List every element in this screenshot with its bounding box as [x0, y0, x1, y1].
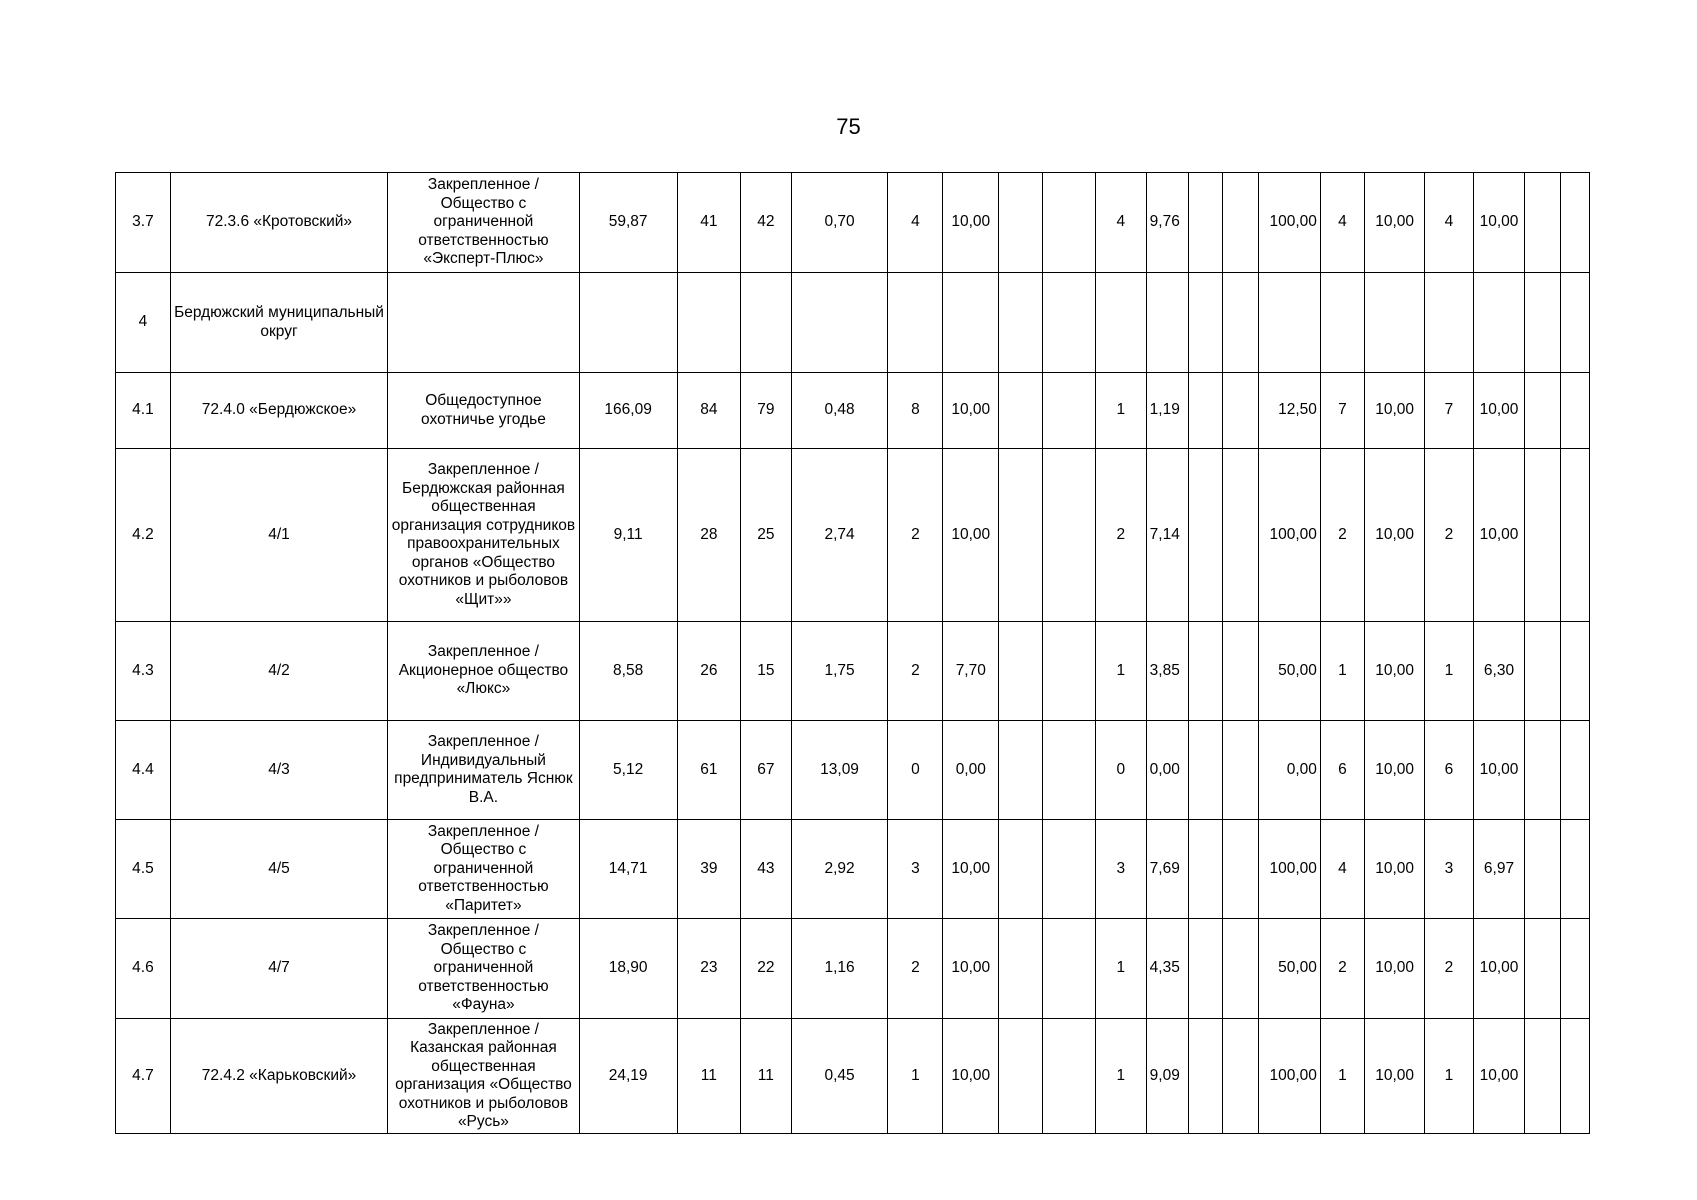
cell-count-b — [741, 273, 792, 373]
cell-blank-e — [1525, 449, 1561, 622]
cell-percent-e: 10,00 — [1473, 173, 1525, 273]
cell-blank-b — [1043, 721, 1096, 820]
cell-percent-d: 10,00 — [1365, 1019, 1425, 1134]
cell-owner-type: Закрепленное / Общество с ограниченной ответственностью «Паритет» — [388, 820, 580, 919]
cell-percent-b: 3,85 — [1146, 622, 1188, 721]
cell-blank-a — [999, 820, 1043, 919]
cell-blank-f — [1560, 1019, 1589, 1134]
cell-blank-c — [1188, 373, 1222, 449]
cell-quota-d: 6 — [1425, 721, 1473, 820]
cell-blank-f — [1560, 622, 1589, 721]
cell-area: 5,12 — [579, 721, 677, 820]
cell-blank-b — [1043, 1019, 1096, 1134]
cell-count-a: 61 — [677, 721, 740, 820]
cell-percent-c: 100,00 — [1258, 820, 1320, 919]
cell-density: 13,09 — [791, 721, 888, 820]
cell-density: 0,48 — [791, 373, 888, 449]
table-row — [116, 919, 1590, 1019]
cell-percent-e: 10,00 — [1473, 449, 1525, 622]
cell-blank-a — [999, 1019, 1043, 1134]
cell-blank-e — [1525, 820, 1561, 919]
cell-quota-a: 4 — [888, 173, 943, 273]
cell-area: 166,09 — [579, 373, 677, 449]
cell-quota-a: 0 — [888, 721, 943, 820]
cell-blank-b — [1043, 622, 1096, 721]
cell-percent-e — [1473, 273, 1525, 373]
cell-quota-d — [1425, 273, 1473, 373]
table-row — [116, 622, 1590, 721]
cell-count-b: 15 — [741, 622, 792, 721]
cell-blank-c — [1188, 449, 1222, 622]
cell-density: 0,70 — [791, 173, 888, 273]
cell-blank-a — [999, 173, 1043, 273]
cell-blank-a — [999, 449, 1043, 622]
cell-quota-c: 1 — [1320, 622, 1364, 721]
cell-quota-d: 1 — [1425, 622, 1473, 721]
cell-quota-b: 1 — [1096, 919, 1147, 1019]
cell-area — [579, 273, 677, 373]
cell-count-b: 11 — [741, 1019, 792, 1134]
cell-row-number: 4.1 — [116, 373, 171, 449]
cell-owner-type: Закрепленное / Общество с ограниченной ответственностью «Фауна» — [388, 919, 580, 1019]
cell-percent-c: 50,00 — [1258, 919, 1320, 1019]
cell-blank-c — [1188, 1019, 1222, 1134]
cell-quota-a: 2 — [888, 449, 943, 622]
cell-density: 1,16 — [791, 919, 888, 1019]
cell-quota-d: 2 — [1425, 449, 1473, 622]
cell-quota-c — [1320, 273, 1364, 373]
cell-blank-b — [1043, 820, 1096, 919]
cell-blank-c — [1188, 622, 1222, 721]
cell-blank-f — [1560, 273, 1589, 373]
cell-percent-a: 10,00 — [943, 1019, 999, 1134]
cell-hunting-ground-name: 4/7 — [170, 919, 387, 1019]
table-row — [116, 1019, 1590, 1134]
cell-density — [791, 273, 888, 373]
cell-blank-a — [999, 373, 1043, 449]
cell-quota-d: 3 — [1425, 820, 1473, 919]
cell-percent-c — [1258, 273, 1320, 373]
cell-percent-b — [1146, 273, 1188, 373]
cell-percent-d: 10,00 — [1365, 721, 1425, 820]
cell-blank-b — [1043, 273, 1096, 373]
cell-percent-b: 7,69 — [1146, 820, 1188, 919]
page-number: 75 — [836, 114, 861, 139]
cell-blank-e — [1525, 919, 1561, 1019]
cell-percent-b: 7,14 — [1146, 449, 1188, 622]
cell-blank-d — [1223, 721, 1259, 820]
cell-percent-d: 10,00 — [1365, 919, 1425, 1019]
cell-blank-d — [1223, 173, 1259, 273]
cell-blank-f — [1560, 373, 1589, 449]
cell-percent-e: 10,00 — [1473, 1019, 1525, 1134]
cell-blank-d — [1223, 273, 1259, 373]
cell-percent-c: 12,50 — [1258, 373, 1320, 449]
cell-blank-e — [1525, 721, 1561, 820]
cell-blank-e — [1525, 273, 1561, 373]
cell-percent-d — [1365, 273, 1425, 373]
cell-owner-type: Закрепленное / Акционерное общество «Люкс» — [388, 622, 580, 721]
cell-percent-b: 9,76 — [1146, 173, 1188, 273]
cell-percent-a: 10,00 — [943, 919, 999, 1019]
cell-hunting-ground-name: 4/2 — [170, 622, 387, 721]
cell-count-b: 22 — [741, 919, 792, 1019]
cell-blank-b — [1043, 173, 1096, 273]
cell-percent-c: 50,00 — [1258, 622, 1320, 721]
cell-quota-b: 3 — [1096, 820, 1147, 919]
cell-percent-a: 7,70 — [943, 622, 999, 721]
cell-owner-type: Закрепленное / Бердюжская районная общественная организация сотрудников правоохранительных органов «Общество охотников и рыболовов «Щит»» — [388, 449, 580, 622]
cell-area: 9,11 — [579, 449, 677, 622]
cell-blank-e — [1525, 622, 1561, 721]
cell-blank-d — [1223, 449, 1259, 622]
cell-blank-d — [1223, 373, 1259, 449]
cell-quota-c: 4 — [1320, 173, 1364, 273]
cell-owner-type: Закрепленное / Казанская районная общественная организация «Общество охотников и рыболовов «Русь» — [388, 1019, 580, 1134]
cell-percent-a: 10,00 — [943, 373, 999, 449]
cell-quota-d: 2 — [1425, 919, 1473, 1019]
cell-count-b: 25 — [741, 449, 792, 622]
cell-blank-c — [1188, 820, 1222, 919]
cell-count-a: 41 — [677, 173, 740, 273]
cell-percent-c: 0,00 — [1258, 721, 1320, 820]
cell-blank-f — [1560, 919, 1589, 1019]
cell-count-a: 84 — [677, 373, 740, 449]
cell-hunting-ground-name: 4/1 — [170, 449, 387, 622]
cell-count-b: 67 — [741, 721, 792, 820]
cell-row-number: 4.6 — [116, 919, 171, 1019]
cell-blank-a — [999, 622, 1043, 721]
cell-quota-d: 7 — [1425, 373, 1473, 449]
cell-row-number: 4.5 — [116, 820, 171, 919]
cell-count-a: 28 — [677, 449, 740, 622]
cell-blank-d — [1223, 1019, 1259, 1134]
cell-quota-b — [1096, 273, 1147, 373]
cell-percent-c: 100,00 — [1258, 173, 1320, 273]
cell-percent-e: 6,30 — [1473, 622, 1525, 721]
cell-owner-type — [388, 273, 580, 373]
cell-quota-a: 2 — [888, 622, 943, 721]
cell-blank-a — [999, 919, 1043, 1019]
cell-percent-a: 10,00 — [943, 820, 999, 919]
cell-percent-b: 0,00 — [1146, 721, 1188, 820]
cell-row-number: 4.3 — [116, 622, 171, 721]
cell-quota-b: 1 — [1096, 1019, 1147, 1134]
cell-percent-d: 10,00 — [1365, 173, 1425, 273]
cell-percent-a: 10,00 — [943, 449, 999, 622]
cell-quota-a: 3 — [888, 820, 943, 919]
cell-percent-a: 0,00 — [943, 721, 999, 820]
cell-row-number: 3.7 — [116, 173, 171, 273]
cell-quota-a — [888, 273, 943, 373]
cell-percent-d: 10,00 — [1365, 449, 1425, 622]
cell-blank-e — [1525, 373, 1561, 449]
cell-blank-c — [1188, 721, 1222, 820]
cell-quota-b: 2 — [1096, 449, 1147, 622]
cell-quota-b: 1 — [1096, 373, 1147, 449]
cell-quota-b: 0 — [1096, 721, 1147, 820]
cell-blank-a — [999, 721, 1043, 820]
table-row — [116, 273, 1590, 373]
cell-quota-c: 7 — [1320, 373, 1364, 449]
cell-percent-e: 10,00 — [1473, 721, 1525, 820]
cell-quota-c: 2 — [1320, 919, 1364, 1019]
cell-blank-d — [1223, 820, 1259, 919]
cell-count-a: 11 — [677, 1019, 740, 1134]
cell-quota-d: 4 — [1425, 173, 1473, 273]
cell-percent-b: 4,35 — [1146, 919, 1188, 1019]
cell-area: 59,87 — [579, 173, 677, 273]
cell-hunting-ground-name: 72.4.2 «Карьковский» — [170, 1019, 387, 1134]
cell-blank-e — [1525, 173, 1561, 273]
cell-blank-b — [1043, 449, 1096, 622]
cell-percent-d: 10,00 — [1365, 373, 1425, 449]
cell-percent-e: 10,00 — [1473, 919, 1525, 1019]
cell-blank-b — [1043, 373, 1096, 449]
cell-count-a — [677, 273, 740, 373]
cell-quota-b: 4 — [1096, 173, 1147, 273]
cell-row-number: 4.7 — [116, 1019, 171, 1134]
cell-hunting-ground-name: 4/3 — [170, 721, 387, 820]
cell-quota-a: 8 — [888, 373, 943, 449]
cell-owner-type: Закрепленное / Общество с ограниченной ответственностью «Эксперт-Плюс» — [388, 173, 580, 273]
cell-percent-b: 1,19 — [1146, 373, 1188, 449]
cell-count-b: 42 — [741, 173, 792, 273]
cell-area: 14,71 — [579, 820, 677, 919]
cell-percent-d: 10,00 — [1365, 622, 1425, 721]
cell-quota-c: 1 — [1320, 1019, 1364, 1134]
cell-quota-c: 2 — [1320, 449, 1364, 622]
cell-density: 2,92 — [791, 820, 888, 919]
cell-owner-type: Закрепленное / Индивидуальный предприниматель Яснюк В.А. — [388, 721, 580, 820]
cell-count-a: 39 — [677, 820, 740, 919]
table-row — [116, 820, 1590, 919]
cell-blank-d — [1223, 919, 1259, 1019]
cell-blank-f — [1560, 820, 1589, 919]
cell-owner-type: Общедоступное охотничье угодье — [388, 373, 580, 449]
cell-blank-c — [1188, 919, 1222, 1019]
table-row — [116, 173, 1590, 273]
cell-count-b: 79 — [741, 373, 792, 449]
cell-density: 2,74 — [791, 449, 888, 622]
cell-quota-b: 1 — [1096, 622, 1147, 721]
cell-percent-c: 100,00 — [1258, 449, 1320, 622]
cell-percent-e: 6,97 — [1473, 820, 1525, 919]
cell-blank-e — [1525, 1019, 1561, 1134]
cell-hunting-ground-name: 4/5 — [170, 820, 387, 919]
cell-blank-b — [1043, 919, 1096, 1019]
cell-density: 1,75 — [791, 622, 888, 721]
cell-quota-a: 1 — [888, 1019, 943, 1134]
cell-density: 0,45 — [791, 1019, 888, 1134]
cell-blank-f — [1560, 449, 1589, 622]
cell-quota-c: 6 — [1320, 721, 1364, 820]
cell-area: 8,58 — [579, 622, 677, 721]
cell-row-number: 4.4 — [116, 721, 171, 820]
cell-blank-f — [1560, 721, 1589, 820]
cell-hunting-ground-name: 72.4.0 «Бердюжское» — [170, 373, 387, 449]
cell-blank-c — [1188, 273, 1222, 373]
cell-percent-e: 10,00 — [1473, 373, 1525, 449]
cell-hunting-ground-name: Бердюжский муниципальный округ — [170, 273, 387, 373]
cell-blank-f — [1560, 173, 1589, 273]
cell-row-number: 4 — [116, 273, 171, 373]
cell-percent-b: 9,09 — [1146, 1019, 1188, 1134]
cell-blank-c — [1188, 173, 1222, 273]
cell-quota-a: 2 — [888, 919, 943, 1019]
cell-area: 24,19 — [579, 1019, 677, 1134]
cell-quota-d: 1 — [1425, 1019, 1473, 1134]
cell-percent-a: 10,00 — [943, 173, 999, 273]
cell-percent-d: 10,00 — [1365, 820, 1425, 919]
table-row — [116, 721, 1590, 820]
cell-area: 18,90 — [579, 919, 677, 1019]
table-row — [116, 373, 1590, 449]
cell-count-a: 23 — [677, 919, 740, 1019]
cell-blank-d — [1223, 622, 1259, 721]
cell-percent-a — [943, 273, 999, 373]
cell-quota-c: 4 — [1320, 820, 1364, 919]
cell-row-number: 4.2 — [116, 449, 171, 622]
table-row — [116, 449, 1590, 622]
cell-blank-a — [999, 273, 1043, 373]
cell-hunting-ground-name: 72.3.6 «Кротовский» — [170, 173, 387, 273]
cell-count-a: 26 — [677, 622, 740, 721]
cell-percent-c: 100,00 — [1258, 1019, 1320, 1134]
cell-count-b: 43 — [741, 820, 792, 919]
hunting-grounds-table — [115, 172, 1590, 1134]
